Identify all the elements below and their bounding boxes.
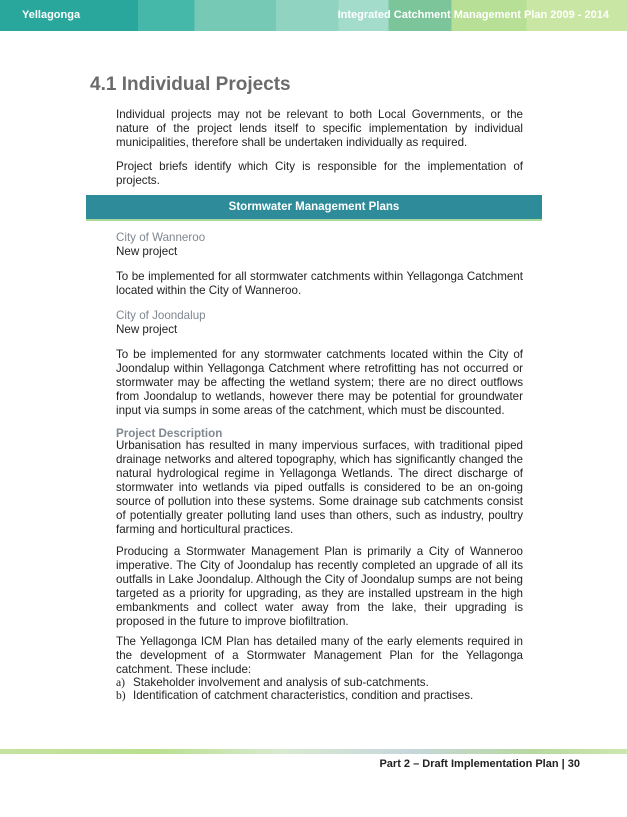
section-title: 4.1 Individual Projects [90, 74, 291, 95]
joondalup-text: To be implemented for any stormwater catchments located within the City of Joondalup within Yellagonga Catchment where retrofitting has not occurred or stormwater may be affecting the wetland system; there are no direct outflows from Joondalup to wetlands, however there may be potential for groundwater input via sumps in some areas of the catchment, which must be discounted. [116, 348, 523, 417]
description-paragraph-2: Producing a Stormwater Management Plan is primarily a City of Wanneroo imperative. The City of Joondalup has recently completed an upgrade of all its outfalls in Lake Joondalup. Although the City of Joondalup sumps are not being targeted as a priority for upgrading, as they are installed upstream in the high embankments and collect water away from the lake, their upgrading is proposed in the future to improve biofiltration. [116, 545, 523, 628]
list-item [116, 676, 536, 689]
elements-list [116, 676, 536, 702]
description-heading: Project Description [116, 427, 223, 440]
header-left-label: Yellagonga [22, 9, 81, 21]
intro-paragraph-2: Project briefs identify which City is responsible for the implementation of projects. [116, 160, 523, 187]
description-paragraph-1: Urbanisation has resulted in many impervious surfaces, with traditional piped drainage networks and altered topography, which has significantly changed the natural hydrological regime in Yellagonga Wetlands. The direct discharge of stormwater into wetlands via piped outfalls is considered to be an on-going source of pollution into these systems. Some drainage sub catchments consist of potentially greater polluting land uses than others, such as industry, poultry farming and horticultural practices. [116, 439, 523, 536]
list-marker: b) [116, 689, 126, 702]
footer-bar [0, 749, 627, 754]
list-item-text: Identification of catchment characteristics, condition and practises. [133, 689, 474, 702]
list-item [116, 689, 536, 702]
project-banner [86, 195, 542, 221]
joondalup-heading: City of Joondalup [116, 309, 206, 322]
project-banner-title: Stormwater Management Plans [228, 201, 400, 213]
list-item-text: Stakeholder involvement and analysis of sub-catchments. [133, 676, 429, 689]
header-right-label: Integrated Catchment Management Plan 2009 - 2014 [337, 9, 609, 21]
joondalup-status: New project [116, 323, 178, 336]
wanneroo-status: New project [116, 245, 178, 258]
description-paragraph-3: The Yellagonga ICM Plan has detailed many of the early elements required in the development of a Stormwater Management Plan for the Yellagonga catchment. These include: [116, 635, 523, 676]
page-footer: Part 2 – Draft Implementation Plan | 30 [379, 758, 580, 770]
list-marker: a) [116, 676, 126, 689]
wanneroo-text: To be implemented for all stormwater catchments within Yellagonga Catchment located within the City of Wanneroo. [116, 270, 523, 297]
intro-paragraph: Individual projects may not be relevant to both Local Governments, or the nature of the project lends itself to specific implementation by individual municipalities, therefore shall be undertaken individually as required. [116, 108, 523, 149]
wanneroo-heading: City of Wanneroo [116, 231, 206, 244]
header-bar [0, 0, 627, 31]
